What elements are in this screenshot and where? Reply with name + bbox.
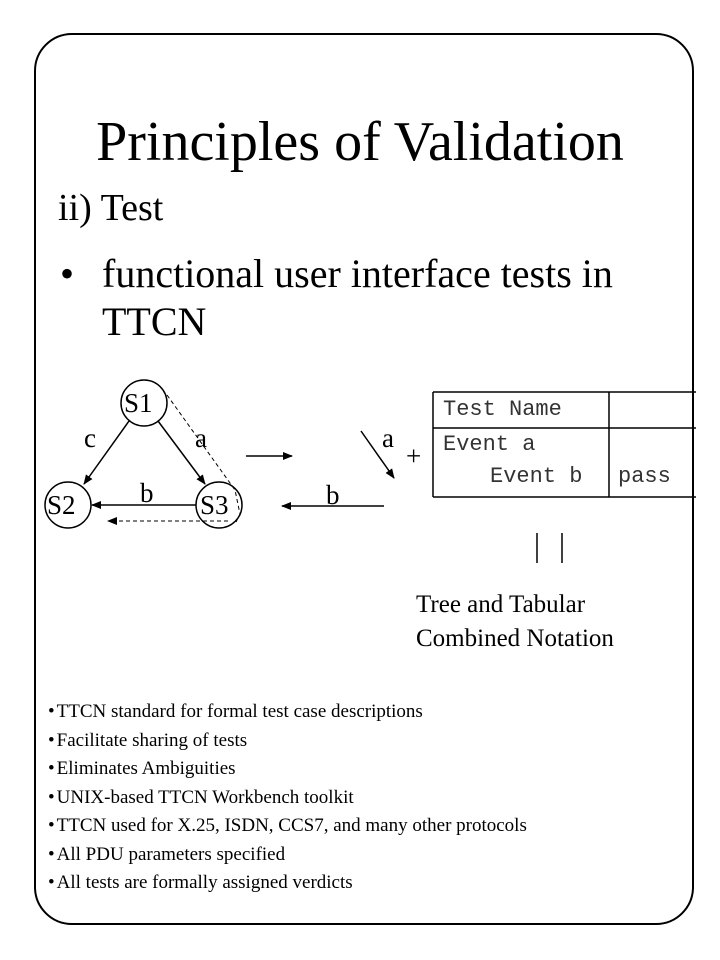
list-item: • All PDU parameters specified	[48, 841, 527, 870]
ttcn-caption	[416, 588, 614, 656]
ttcn-test-name: Test Name	[443, 397, 562, 422]
bullet-symbol: •	[60, 251, 75, 296]
main-bullet-line-1: functional user interface tests in	[102, 251, 613, 296]
list-item: • UNIX-based TTCN Workbench toolkit	[48, 784, 527, 813]
edge-c-label: c	[84, 423, 96, 453]
ttcn-event-b: Event b	[490, 464, 583, 489]
list-item: • TTCN standard for formal test case descriptions	[48, 698, 527, 727]
ttcn-verdict: pass	[618, 464, 671, 489]
list-item: • TTCN used for X.25, ISDN, CCS7, and many other protocols	[48, 812, 527, 841]
caption-line-2: Combined Notation	[416, 625, 614, 652]
slide-title: Principles of Validation	[96, 111, 624, 173]
output-b-label: b	[326, 480, 340, 510]
ttcn-event-a: Event a	[443, 432, 536, 457]
slide-subtitle: ii) Test	[58, 187, 164, 229]
state-s2-label: S2	[47, 490, 76, 520]
edge-a-label: a	[195, 423, 207, 453]
ttcn-table	[433, 392, 696, 496]
event-a-label: a	[382, 423, 394, 453]
list-item: • Eliminates Ambiguities	[48, 755, 527, 784]
state-s3-label: S3	[200, 490, 229, 520]
caption-line-1: Tree and Tabular	[416, 591, 586, 618]
state-s1-label: S1	[124, 388, 153, 418]
plus-sign: +	[406, 441, 422, 471]
list-item: • Facilitate sharing of tests	[48, 727, 527, 756]
list-item: • All tests are formally assigned verdicts	[48, 869, 527, 898]
main-bullet-line-2: TTCN	[102, 299, 207, 344]
edge-b-label: b	[140, 478, 154, 508]
notes-list	[48, 698, 527, 898]
